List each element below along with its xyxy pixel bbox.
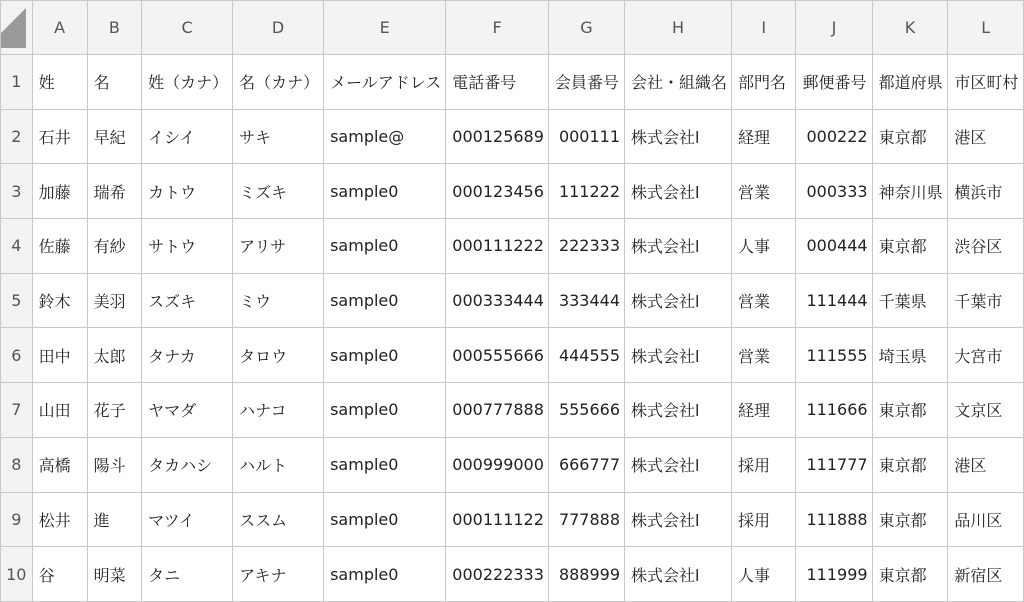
cell-g10[interactable]: 888999 [548,547,624,602]
cell-k10[interactable]: 東京都 [872,547,948,602]
cell-d9[interactable]: ススム [233,492,324,547]
column-header-d[interactable]: D [233,1,324,55]
cell-f5[interactable]: 000333444 [446,273,549,328]
table-row [1,328,1024,383]
cell-e10[interactable]: sample0 [324,547,446,602]
cell-l8[interactable]: 港区 [948,437,1024,492]
table-row [1,383,1024,438]
cell-c4[interactable]: サトウ [142,219,233,274]
cell-h4[interactable]: 株式会社l [625,219,732,274]
cell-h6[interactable]: 株式会社l [625,328,732,383]
row-header[interactable]: 3 [1,164,33,219]
cell-l5[interactable]: 千葉市 [948,273,1024,328]
table-row [1,109,1024,164]
cell-g5[interactable]: 333444 [548,273,624,328]
cell-i9[interactable]: 採用 [732,492,796,547]
cell-d4[interactable]: アリサ [233,219,324,274]
row-header[interactable]: 2 [1,109,33,164]
cell-c6[interactable]: タナカ [142,328,233,383]
table-row [1,547,1024,602]
cell-e1[interactable]: メールアドレス [324,55,446,110]
cell-a3[interactable]: 加藤 [32,164,87,219]
cell-k2[interactable]: 東京都 [872,109,948,164]
cell-j7[interactable]: 111666 [796,383,872,438]
cell-f4[interactable]: 000111222 [446,219,549,274]
cell-k7[interactable]: 東京都 [872,383,948,438]
cell-f9[interactable]: 000111122 [446,492,549,547]
cell-c5[interactable]: スズキ [142,273,233,328]
cell-i4[interactable]: 人事 [732,219,796,274]
cell-a7[interactable]: 山田 [32,383,87,438]
cell-g1[interactable]: 会員番号 [548,55,624,110]
cell-d6[interactable]: タロウ [233,328,324,383]
cell-c9[interactable]: マツイ [142,492,233,547]
column-header-c[interactable]: C [142,1,233,55]
column-header-a[interactable]: A [32,1,87,55]
column-header-row [1,1,1024,55]
cell-k6[interactable]: 埼玉県 [872,328,948,383]
cell-a5[interactable]: 鈴木 [32,273,87,328]
cell-b3[interactable]: 瑞希 [87,164,141,219]
cell-j4[interactable]: 000444 [796,219,872,274]
cell-b1[interactable]: 名 [87,55,141,110]
cell-f2[interactable]: 000125689 [446,109,549,164]
cell-h2[interactable]: 株式会社l [625,109,732,164]
cell-f3[interactable]: 000123456 [446,164,549,219]
cell-a9[interactable]: 松井 [32,492,87,547]
cell-e7[interactable]: sample0 [324,383,446,438]
cell-g7[interactable]: 555666 [548,383,624,438]
cell-h1[interactable]: 会社・組織名 [625,55,732,110]
cell-b2[interactable]: 早紀 [87,109,141,164]
cell-f10[interactable]: 000222333 [446,547,549,602]
cell-h7[interactable]: 株式会社l [625,383,732,438]
column-header-l[interactable]: L [948,1,1024,55]
cell-j8[interactable]: 111777 [796,437,872,492]
cell-b8[interactable]: 陽斗 [87,437,141,492]
column-header-k[interactable]: K [872,1,948,55]
cell-k4[interactable]: 東京都 [872,219,948,274]
cell-c2[interactable]: イシイ [142,109,233,164]
row-header[interactable]: 1 [1,55,33,110]
cell-c1[interactable]: 姓（カナ） [142,55,233,110]
cell-d2[interactable]: サキ [233,109,324,164]
cell-l2[interactable]: 港区 [948,109,1024,164]
cell-i10[interactable]: 人事 [732,547,796,602]
column-header-h[interactable]: H [625,1,732,55]
cell-e4[interactable]: sample0 [324,219,446,274]
cell-e5[interactable]: sample0 [324,273,446,328]
cell-g2[interactable]: 000111 [548,109,624,164]
cell-d3[interactable]: ミズキ [233,164,324,219]
column-header-f[interactable]: F [446,1,549,55]
table-row [1,273,1024,328]
cell-b10[interactable]: 明菜 [87,547,141,602]
select-all-triangle-icon [1,8,26,48]
cell-d7[interactable]: ハナコ [233,383,324,438]
cell-i2[interactable]: 経理 [732,109,796,164]
cell-f8[interactable]: 000999000 [446,437,549,492]
cell-c8[interactable]: タカハシ [142,437,233,492]
cell-a6[interactable]: 田中 [32,328,87,383]
cell-i7[interactable]: 経理 [732,383,796,438]
cell-k5[interactable]: 千葉県 [872,273,948,328]
cell-g6[interactable]: 444555 [548,328,624,383]
cell-i8[interactable]: 採用 [732,437,796,492]
table-row [1,492,1024,547]
cell-h3[interactable]: 株式会社l [625,164,732,219]
cell-c10[interactable]: タニ [142,547,233,602]
cell-g8[interactable]: 666777 [548,437,624,492]
cell-a2[interactable]: 石井 [32,109,87,164]
cell-k8[interactable]: 東京都 [872,437,948,492]
row-header[interactable]: 10 [1,547,33,602]
column-header-i[interactable]: I [732,1,796,55]
select-all-corner[interactable] [1,1,33,55]
cell-j6[interactable]: 111555 [796,328,872,383]
cell-c3[interactable]: カトウ [142,164,233,219]
cell-h8[interactable]: 株式会社l [625,437,732,492]
cell-h5[interactable]: 株式会社l [625,273,732,328]
cell-i6[interactable]: 営業 [732,328,796,383]
cell-d5[interactable]: ミウ [233,273,324,328]
cell-b7[interactable]: 花子 [87,383,141,438]
cell-f7[interactable]: 000777888 [446,383,549,438]
cell-h10[interactable]: 株式会社l [625,547,732,602]
cell-f6[interactable]: 000555666 [446,328,549,383]
cell-g9[interactable]: 777888 [548,492,624,547]
cell-l10[interactable]: 新宿区 [948,547,1024,602]
cell-l6[interactable]: 大宮市 [948,328,1024,383]
cell-k3[interactable]: 神奈川県 [872,164,948,219]
cell-d8[interactable]: ハルト [233,437,324,492]
cell-b4[interactable]: 有紗 [87,219,141,274]
table-row [1,164,1024,219]
cell-b9[interactable]: 進 [87,492,141,547]
cell-b6[interactable]: 太郎 [87,328,141,383]
cell-k1[interactable]: 都道府県 [872,55,948,110]
cell-c7[interactable]: ヤマダ [142,383,233,438]
column-header-e[interactable]: E [324,1,446,55]
column-header-b[interactable]: B [87,1,141,55]
row-header[interactable]: 7 [1,383,33,438]
cell-k9[interactable]: 東京都 [872,492,948,547]
cell-j1[interactable]: 郵便番号 [796,55,872,110]
row-header[interactable]: 9 [1,492,33,547]
column-header-j[interactable]: J [796,1,872,55]
cell-f1[interactable]: 電話番号 [446,55,549,110]
table-row [1,55,1024,110]
cell-b5[interactable]: 美羽 [87,273,141,328]
cell-e2[interactable]: sample@ [324,109,446,164]
cell-h9[interactable]: 株式会社l [625,492,732,547]
cell-j2[interactable]: 000222 [796,109,872,164]
cell-l7[interactable]: 文京区 [948,383,1024,438]
row-header[interactable]: 6 [1,328,33,383]
cell-i5[interactable]: 営業 [732,273,796,328]
cell-a8[interactable]: 高橋 [32,437,87,492]
cell-j5[interactable]: 111444 [796,273,872,328]
cell-j9[interactable]: 111888 [796,492,872,547]
cell-e9[interactable]: sample0 [324,492,446,547]
cell-j3[interactable]: 000333 [796,164,872,219]
cell-l1[interactable]: 市区町村 [948,55,1024,110]
cell-i1[interactable]: 部門名 [732,55,796,110]
row-header[interactable]: 8 [1,437,33,492]
cell-a4[interactable]: 佐藤 [32,219,87,274]
cell-d1[interactable]: 名（カナ） [233,55,324,110]
cell-i3[interactable]: 営業 [732,164,796,219]
row-header[interactable]: 4 [1,219,33,274]
cell-e8[interactable]: sample0 [324,437,446,492]
cell-l3[interactable]: 横浜市 [948,164,1024,219]
cell-l9[interactable]: 品川区 [948,492,1024,547]
row-header[interactable]: 5 [1,273,33,328]
cell-a10[interactable]: 谷 [32,547,87,602]
cell-l4[interactable]: 渋谷区 [948,219,1024,274]
cell-j10[interactable]: 111999 [796,547,872,602]
cell-e3[interactable]: sample0 [324,164,446,219]
cell-e6[interactable]: sample0 [324,328,446,383]
table-row [1,437,1024,492]
column-header-g[interactable]: G [548,1,624,55]
cell-g4[interactable]: 222333 [548,219,624,274]
cell-g3[interactable]: 111222 [548,164,624,219]
table-row [1,219,1024,274]
cell-d10[interactable]: アキナ [233,547,324,602]
cell-a1[interactable]: 姓 [32,55,87,110]
